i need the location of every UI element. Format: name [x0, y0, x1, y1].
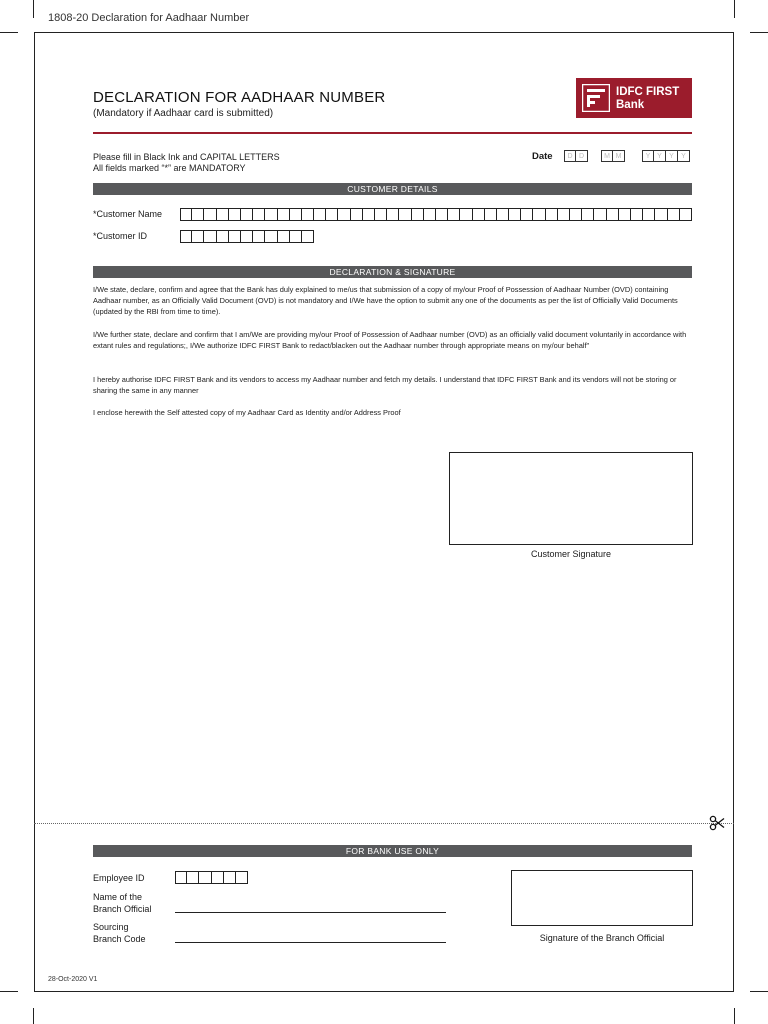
character-box[interactable]	[680, 208, 692, 221]
logo-text-line2: Bank	[616, 99, 645, 111]
character-box[interactable]	[265, 230, 277, 243]
crop-mark	[33, 1008, 34, 1024]
character-box[interactable]	[314, 208, 326, 221]
character-box[interactable]	[180, 208, 192, 221]
date-month-field[interactable]	[601, 150, 625, 162]
character-box[interactable]	[192, 208, 204, 221]
date-digit[interactable]: Y	[642, 150, 654, 162]
form-version: 28-Oct-2020 V1	[48, 976, 98, 983]
declaration-paragraph-4: I enclose herewith the Self attested copy of my Aadhaar Card as Identity and/or Address Proof	[93, 408, 401, 417]
character-box[interactable]	[192, 230, 204, 243]
character-box[interactable]	[387, 208, 399, 221]
character-box[interactable]	[375, 208, 387, 221]
crop-mark	[0, 32, 18, 33]
character-box[interactable]	[460, 208, 472, 221]
character-box[interactable]	[241, 230, 253, 243]
branch-official-label-line1: Name of the	[93, 892, 143, 902]
character-box[interactable]	[338, 208, 350, 221]
character-box[interactable]	[217, 208, 229, 221]
character-box[interactable]	[412, 208, 424, 221]
date-label: Date	[532, 151, 553, 162]
employee-id-field[interactable]	[175, 871, 248, 885]
customer-id-field[interactable]	[180, 230, 314, 244]
character-box[interactable]	[265, 208, 277, 221]
customer-name-field[interactable]	[180, 208, 692, 222]
character-box[interactable]	[290, 208, 302, 221]
character-box[interactable]	[175, 871, 187, 884]
character-box[interactable]	[399, 208, 411, 221]
customer-signature-box[interactable]	[449, 452, 693, 545]
date-year-field[interactable]	[642, 150, 690, 162]
character-box[interactable]	[278, 208, 290, 221]
character-box[interactable]	[187, 871, 199, 884]
bank-use-heading: FOR BANK USE ONLY	[93, 845, 692, 857]
character-box[interactable]	[302, 230, 314, 243]
sourcing-branch-code-label	[93, 921, 146, 945]
crop-mark	[734, 0, 735, 18]
character-box[interactable]	[224, 871, 236, 884]
character-box[interactable]	[521, 208, 533, 221]
declaration-paragraph-3: I hereby authorise IDFC FIRST Bank and its vendors to access my Aadhaar number and fetch my details. I understand that IDFC FIRST Bank and its vendors will not be storing or sharing the same in any manner	[93, 375, 677, 395]
character-box[interactable]	[212, 871, 224, 884]
character-box[interactable]	[497, 208, 509, 221]
date-digit[interactable]: Y	[666, 150, 678, 162]
date-digit[interactable]: M	[613, 150, 625, 162]
date-day-field[interactable]	[564, 150, 588, 162]
declaration-paragraph-2: I/We further state, declare and confirm that I am/We are providing my/our Proof of Possession of Aadhaar number (OVD) as an officially valid document voluntarily in accordance with extant rules and regulations;, I/We authorize IDFC FIRST Bank to redact/blacken out the Aadhaar number through appropriate means on my/our behalf"	[93, 330, 687, 350]
character-box[interactable]	[533, 208, 545, 221]
customer-signature-label: Customer Signature	[530, 549, 612, 559]
character-box[interactable]	[290, 230, 302, 243]
character-box[interactable]	[363, 208, 375, 221]
character-box[interactable]	[199, 871, 211, 884]
character-box[interactable]	[204, 208, 216, 221]
crop-mark	[33, 0, 34, 18]
scissors-icon	[709, 815, 725, 831]
character-box[interactable]	[473, 208, 485, 221]
character-box[interactable]	[204, 230, 216, 243]
character-box[interactable]	[485, 208, 497, 221]
sourcing-label-line2: Branch Code	[93, 934, 146, 944]
logo-text-line1: IDFC FIRST	[616, 86, 680, 98]
character-box[interactable]	[436, 208, 448, 221]
character-box[interactable]	[607, 208, 619, 221]
character-box[interactable]	[448, 208, 460, 221]
cut-line	[34, 823, 734, 824]
character-box[interactable]	[668, 208, 680, 221]
declaration-heading: DECLARATION & SIGNATURE	[93, 266, 692, 278]
character-box[interactable]	[582, 208, 594, 221]
bank-logo	[576, 78, 692, 118]
crop-mark	[0, 991, 18, 992]
character-box[interactable]	[241, 208, 253, 221]
character-box[interactable]	[253, 230, 265, 243]
character-box[interactable]	[570, 208, 582, 221]
character-box[interactable]	[655, 208, 667, 221]
character-box[interactable]	[424, 208, 436, 221]
branch-official-signature-box[interactable]	[511, 870, 693, 926]
character-box[interactable]	[236, 871, 248, 884]
date-digit[interactable]: D	[576, 150, 588, 162]
date-digit[interactable]: D	[564, 150, 576, 162]
logo-mark-icon	[582, 84, 610, 112]
branch-official-label-line2: Branch Official	[93, 904, 152, 914]
character-box[interactable]	[229, 208, 241, 221]
employee-id-label: Employee ID	[93, 873, 145, 883]
character-box[interactable]	[217, 230, 229, 243]
crop-mark	[750, 991, 768, 992]
form-title: DECLARATION FOR AADHAAR NUMBER	[93, 89, 386, 106]
character-box[interactable]	[302, 208, 314, 221]
sourcing-label-line1: Sourcing	[93, 922, 129, 932]
form-subtitle: (Mandatory if Aadhaar card is submitted)	[93, 108, 274, 119]
character-box[interactable]	[509, 208, 521, 221]
customer-name-label: *Customer Name	[93, 209, 163, 219]
date-digit[interactable]: Y	[654, 150, 666, 162]
character-box[interactable]	[631, 208, 643, 221]
customer-id-label: *Customer ID	[93, 231, 148, 241]
crop-mark	[734, 1008, 735, 1024]
character-box[interactable]	[180, 230, 192, 243]
instruction-line-1: Please fill in Black Ink and CAPITAL LETTERS	[93, 152, 280, 162]
character-box[interactable]	[229, 230, 241, 243]
character-box[interactable]	[278, 230, 290, 243]
header-divider	[93, 132, 692, 134]
crop-mark	[750, 32, 768, 33]
document-title: 1808-20 Declaration for Aadhaar Number	[48, 12, 250, 24]
character-box[interactable]	[619, 208, 631, 221]
date-digit[interactable]: Y	[678, 150, 690, 162]
character-box[interactable]	[326, 208, 338, 221]
branch-official-signature-label: Signature of the Branch Official	[539, 933, 665, 943]
character-box[interactable]	[558, 208, 570, 221]
instruction-line-2: All fields marked “*” are MANDATORY	[93, 163, 246, 173]
character-box[interactable]	[546, 208, 558, 221]
character-box[interactable]	[351, 208, 363, 221]
customer-details-heading: CUSTOMER DETAILS	[93, 183, 692, 195]
character-box[interactable]	[643, 208, 655, 221]
character-box[interactable]	[253, 208, 265, 221]
branch-official-name-field[interactable]	[175, 912, 446, 913]
sourcing-branch-code-field[interactable]	[175, 942, 446, 943]
branch-official-label	[93, 891, 151, 915]
character-box[interactable]	[594, 208, 606, 221]
date-digit[interactable]: M	[601, 150, 613, 162]
declaration-paragraph-1: I/We state, declare, confirm and agree that the Bank has duly explained to me/us that submission of a copy of my/our Proof of Possession of Aadhaar Number (OVD) containing Aadhaar number, as an Officially Valid Document (OVD) is not mandatory and I/We have the option to submit any one of the documents as per the list of Officially Valid Documents (updated by the RBI from time to time).	[93, 285, 678, 316]
